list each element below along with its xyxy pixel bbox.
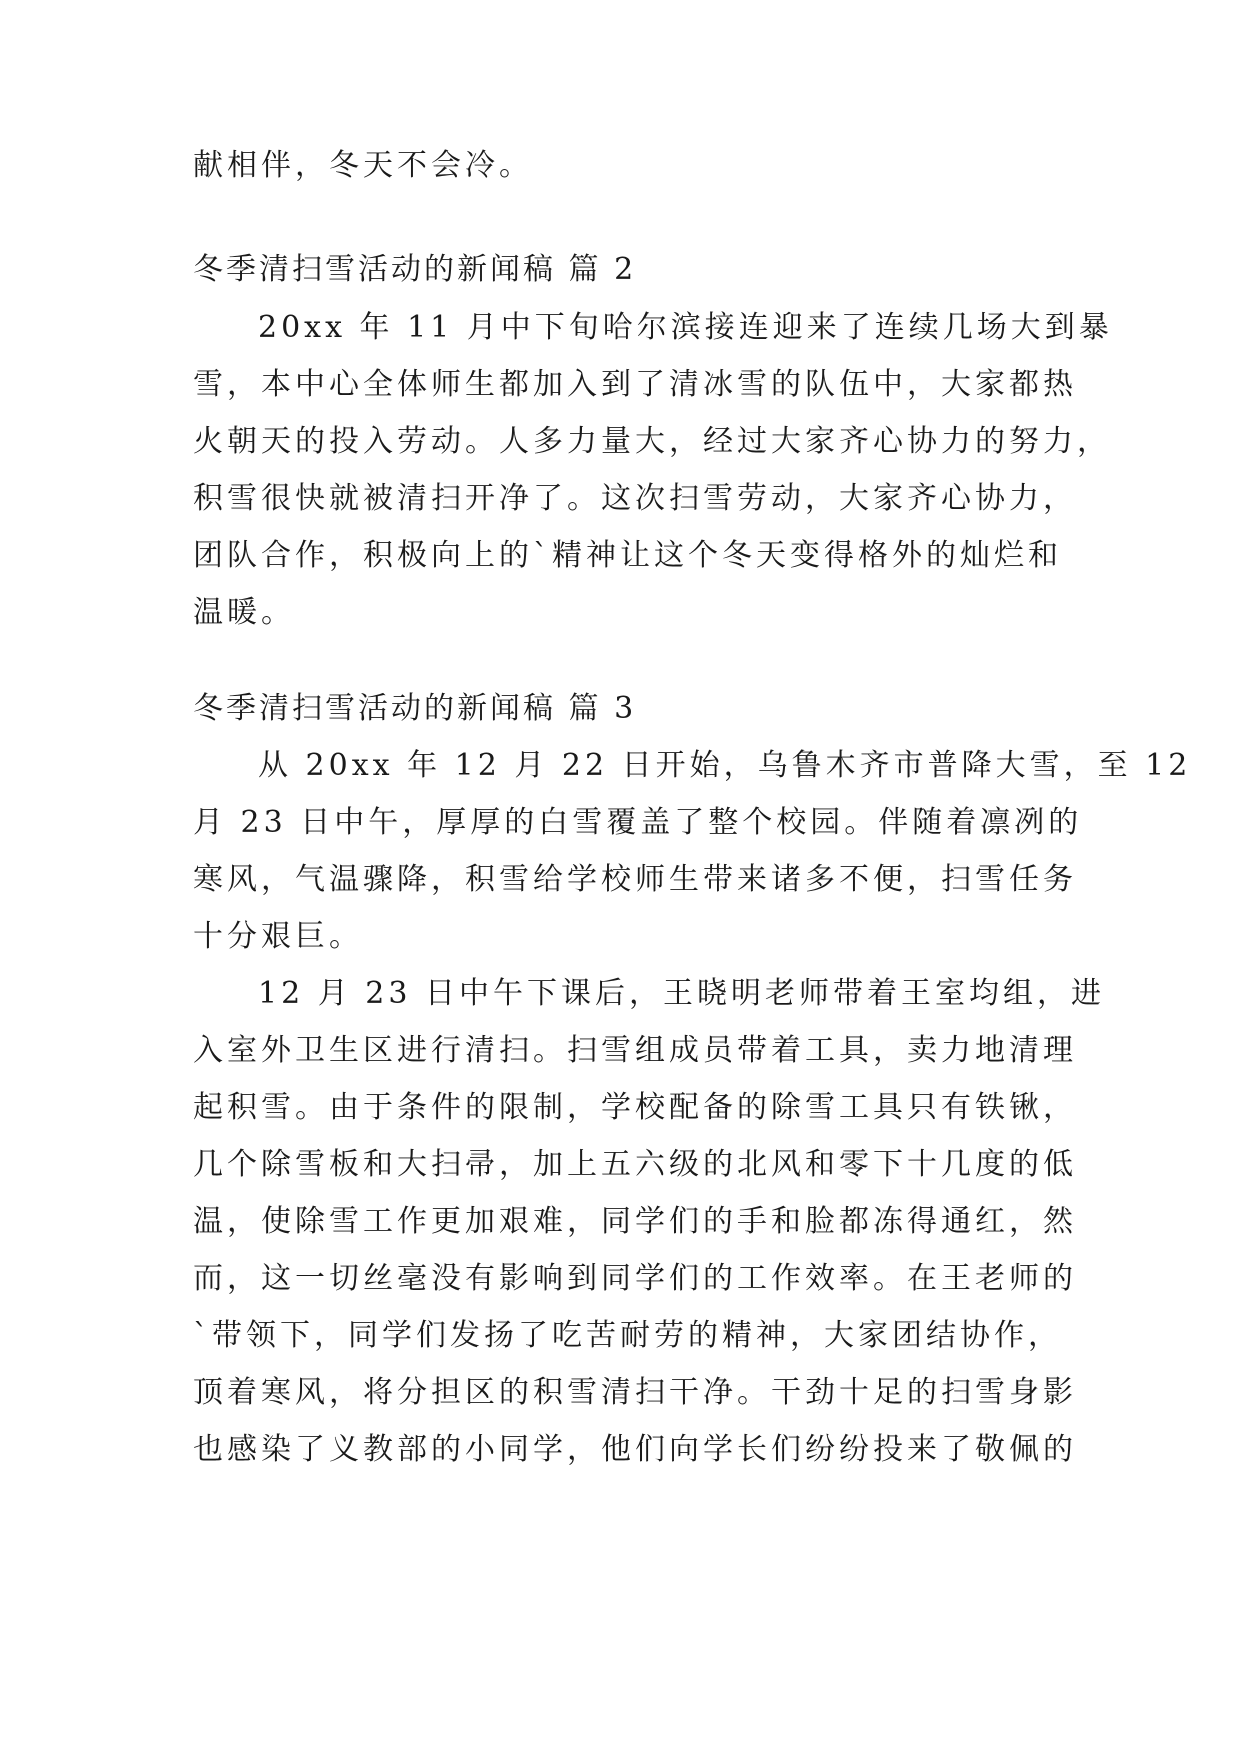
section-3-para2-line: 几个除雪板和大扫帚，加上五六级的北风和零下十几度的低: [193, 1147, 1077, 1182]
section-3-para2-line: `带领下，同学们发扬了吃苦耐劳的精神，大家团结协作，: [193, 1318, 1062, 1353]
section-3-para2-line: 顶着寒风，将分担区的积雪清扫干净。干劲十足的扫雪身影: [193, 1375, 1077, 1410]
section-3-para1-line: 月 23 日中午，厚厚的白雪覆盖了整个校园。伴随着凛冽的: [193, 805, 1083, 840]
section-2-line: 雪，本中心全体师生都加入到了清冰雪的队伍中，大家都热: [193, 367, 1077, 402]
section-3-para2-line: 12 月 23 日中午下课后，王晓明老师带着王室均组，进: [258, 976, 1105, 1011]
section-3-para2-line: 起积雪。由于条件的限制，学校配备的除雪工具只有铁锹，: [193, 1090, 1077, 1125]
section-3-para1-line: 从 20xx 年 12 月 22 日开始，乌鲁木齐市普降大雪，至 12: [258, 748, 1192, 783]
section-2-line: 火朝天的投入劳动。人多力量大，经过大家齐心协力的努力，: [193, 424, 1111, 459]
section-3-para2-line: 也感染了义教部的小同学，他们向学长们纷纷投来了敬佩的: [193, 1432, 1077, 1467]
section-2-line: 团队合作，积极向上的`精神让这个冬天变得格外的灿烂和: [193, 538, 1062, 573]
section-3-para2-line: 入室外卫生区进行清扫。扫雪组成员带着工具，卖力地清理: [193, 1033, 1077, 1068]
section-2-line: 温暖。: [193, 595, 295, 630]
section-2-heading: 冬季清扫雪活动的新闻稿 篇 2: [193, 252, 637, 287]
section-3-para2-line: 温，使除雪工作更加艰难，同学们的手和脸都冻得通红，然: [193, 1204, 1077, 1239]
section-2-line: 积雪很快就被清扫开净了。这次扫雪劳动，大家齐心协力，: [193, 481, 1077, 516]
section-3-heading: 冬季清扫雪活动的新闻稿 篇 3: [193, 691, 637, 726]
section-3-para2-line: 而，这一切丝毫没有影响到同学们的工作效率。在王老师的: [193, 1261, 1077, 1296]
section-3-para1-line: 十分艰巨。: [193, 919, 363, 954]
section-2-line: 20xx 年 11 月中下旬哈尔滨接连迎来了连续几场大到暴: [258, 310, 1113, 345]
section-3-para1-line: 寒风，气温骤降，积雪给学校师生带来诸多不便，扫雪任务: [193, 862, 1077, 897]
continuation-line: 献相伴，冬天不会冷。: [193, 148, 533, 183]
